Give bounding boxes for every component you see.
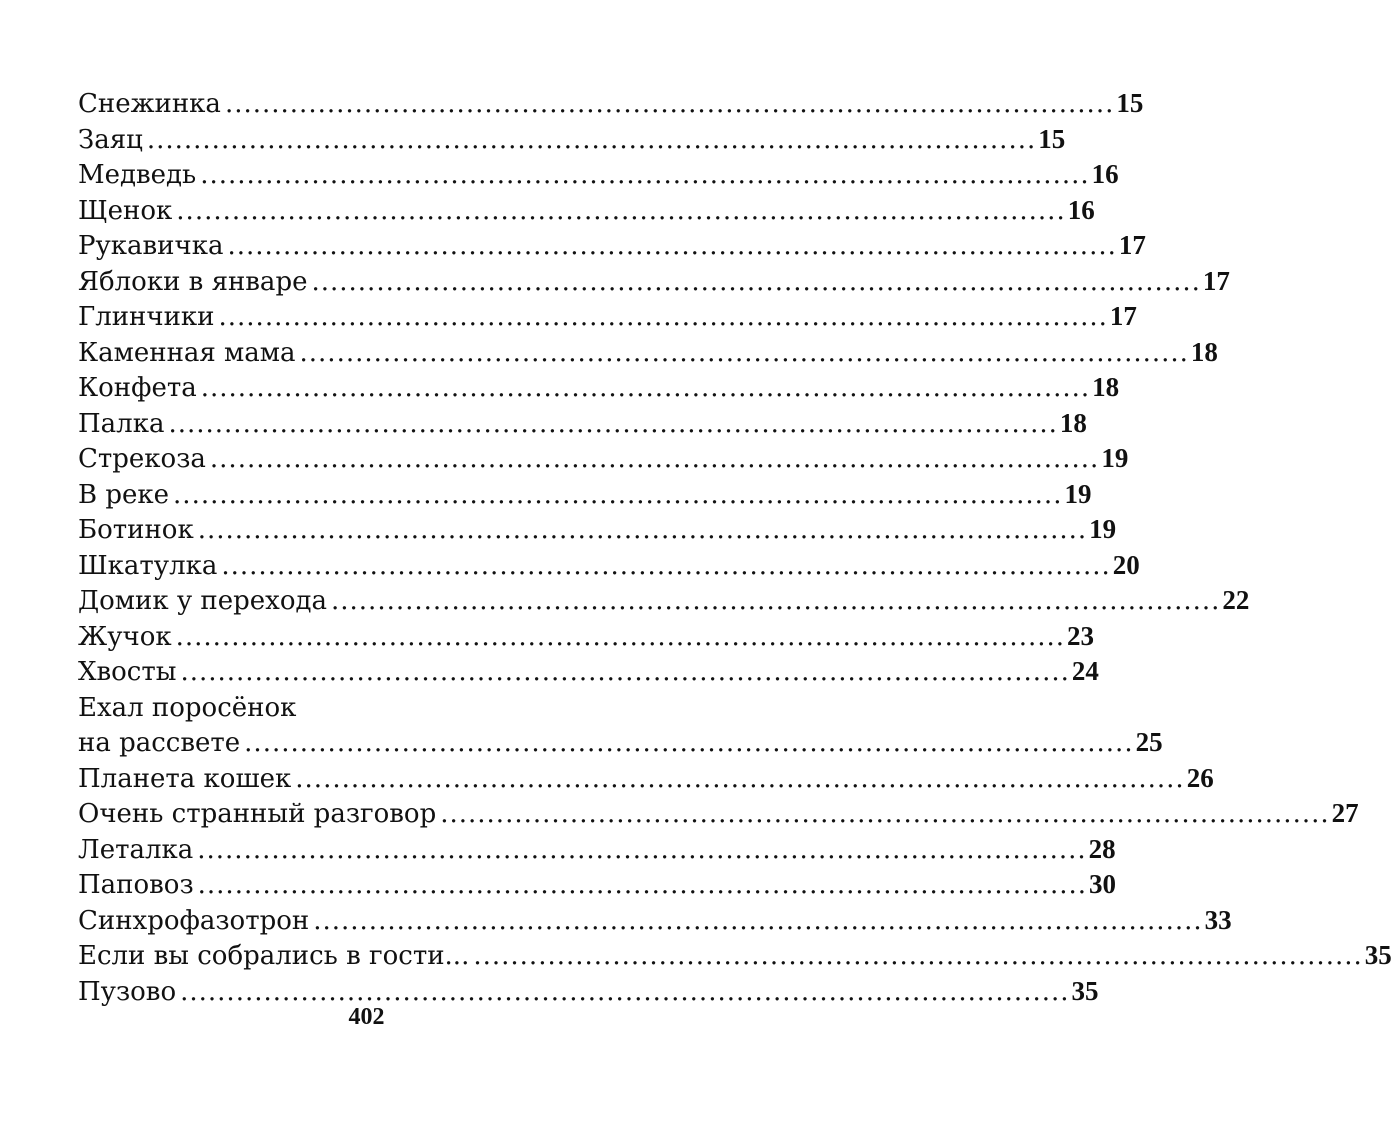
toc-entry-title: Если вы собрались в гости... <box>78 941 470 971</box>
toc-entry-page: 30 <box>1089 869 1117 899</box>
toc-entry <box>78 122 1066 158</box>
toc-entry-page: 19 <box>1089 514 1117 544</box>
toc-entry <box>78 832 1116 868</box>
toc-entry-page: 16 <box>1067 194 1095 225</box>
toc-entry-title: Домик у перехода <box>78 586 327 616</box>
dot-leader: ................................................................................................ <box>331 586 1221 616</box>
toc-entry-page: 15 <box>1038 123 1066 154</box>
toc-entry-page: 26 <box>1186 762 1214 793</box>
toc-entry-title: Стрекоза <box>78 444 206 474</box>
toc-entry-page: 19 <box>1101 443 1129 473</box>
toc-entry-title: Ехал поросёнок <box>78 692 297 723</box>
toc-entry-page: 25 <box>1135 727 1163 757</box>
toc-entry-title: Хвосты <box>78 657 177 687</box>
dot-leader: ................................................................................................ <box>227 231 1117 261</box>
toc-entry <box>78 406 1087 442</box>
toc-entry-page: 20 <box>1112 549 1140 580</box>
toc-entry <box>78 761 1214 797</box>
toc-entry-title: Пузово <box>78 976 177 1007</box>
toc-entry <box>78 264 1230 300</box>
toc-entry <box>78 370 1120 406</box>
toc-entry <box>78 654 1099 690</box>
toc-entry <box>78 477 1092 513</box>
toc-entry-page: 15 <box>1116 88 1144 118</box>
dot-leader: ................................................................................................ <box>299 337 1189 368</box>
dot-leader: ................................................................................................ <box>313 905 1203 936</box>
toc-entry <box>78 938 1392 974</box>
toc-entry <box>78 867 1117 903</box>
dot-leader: ................................................................................................ <box>180 657 1070 687</box>
dot-leader: ................................................................................................ <box>175 621 1066 652</box>
dot-leader: ................................................................................................ <box>197 834 1087 865</box>
dot-leader: ................................................................................................ <box>221 550 1111 581</box>
toc-entry-title: Каменная мама <box>78 337 296 368</box>
toc-entry-page: 23 <box>1067 620 1095 651</box>
toc-entry-title: на рассвете <box>78 728 241 758</box>
toc-entry-page: 16 <box>1091 159 1119 189</box>
dot-leader: ................................................................................................ <box>197 515 1088 545</box>
toc-entry-page: 24 <box>1071 656 1099 686</box>
toc-entry-first-line <box>78 690 656 726</box>
toc-entry-page: 17 <box>1109 301 1137 331</box>
dot-leader: ................................................................................................ <box>218 302 1108 332</box>
toc-entry <box>78 299 1137 335</box>
toc-entry-page: 17 <box>1202 265 1230 296</box>
dot-leader: ................................................................................................ <box>224 89 1115 119</box>
toc-entry-page: 33 <box>1204 904 1232 935</box>
table-of-contents <box>78 86 1392 1009</box>
toc-entry-title: Яблоки в январе <box>78 266 308 297</box>
toc-entry <box>78 903 1232 939</box>
dot-leader: ................................................................................................ <box>146 124 1037 155</box>
toc-entry-title: Медведь <box>78 160 197 190</box>
toc-entry-page: 18 <box>1190 336 1218 367</box>
toc-entry-title: Глинчики <box>78 302 215 332</box>
dot-leader: ................................................................................................ <box>244 728 1134 758</box>
toc-entry <box>78 441 1129 477</box>
toc-entry-title: Палка <box>78 408 165 439</box>
toc-entry <box>78 725 1163 761</box>
toc-entry <box>78 583 1250 619</box>
toc-entry-page: 19 <box>1064 478 1092 509</box>
toc-entry-page: 18 <box>1092 372 1120 402</box>
toc-entry-page: 22 <box>1222 585 1250 615</box>
toc-entry <box>78 228 1146 264</box>
dot-leader: ................................................................................................ <box>197 870 1088 900</box>
toc-entry-page: 17 <box>1118 230 1146 260</box>
toc-entry-title: Снежинка <box>78 89 221 119</box>
dot-leader: ................................................................................................ <box>473 941 1363 971</box>
toc-entry-page: 28 <box>1088 833 1116 864</box>
toc-entry-title: Леталка <box>78 834 194 865</box>
toc-entry-title: Ботинок <box>78 515 194 545</box>
dot-leader: ................................................................................................ <box>173 479 1063 510</box>
toc-entry-title: Конфета <box>78 373 197 403</box>
toc-entry <box>78 512 1117 548</box>
toc-entry-page: 27 <box>1331 798 1359 828</box>
toc-entry-title: Рукавичка <box>78 231 224 261</box>
dot-leader: ................................................................................................ <box>200 373 1091 403</box>
toc-entry <box>78 193 1095 229</box>
toc-entry-title: Паповоз <box>78 870 194 900</box>
dot-leader: ................................................................................................ <box>295 763 1185 794</box>
toc-entry-page: 18 <box>1059 407 1087 438</box>
toc-entry <box>78 796 1359 832</box>
toc-entry-page: 35 <box>1071 975 1099 1006</box>
toc-entry <box>78 619 1095 655</box>
toc-entry <box>78 86 1144 122</box>
page-number: 402 <box>348 1004 385 1030</box>
dot-leader: ................................................................................................ <box>209 444 1100 474</box>
dot-leader: ................................................................................................ <box>440 799 1330 829</box>
toc-entry <box>78 548 1140 584</box>
toc-entry-title: Жучок <box>78 621 172 652</box>
toc-entry-title: Щенок <box>78 195 173 226</box>
dot-leader: ................................................................................................ <box>180 976 1070 1007</box>
toc-entry-title: Заяц <box>78 124 143 155</box>
dot-leader: ................................................................................................ <box>311 266 1201 297</box>
toc-entry-page: 35 <box>1364 940 1392 970</box>
toc-entry <box>78 335 1218 371</box>
toc-entry-title: Очень странный разговор <box>78 799 437 829</box>
toc-entry-title: Синхрофазотрон <box>78 905 310 936</box>
dot-leader: ................................................................................................ <box>168 408 1058 439</box>
toc-entry-title: Планета кошек <box>78 763 292 794</box>
dot-leader: ................................................................................................ <box>176 195 1066 226</box>
toc-entry-title: В реке <box>78 479 170 510</box>
toc-entry <box>78 157 1119 193</box>
dot-leader: ................................................................................................ <box>200 160 1090 190</box>
toc-entry-page <box>300 692 302 722</box>
toc-entry-title: Шкатулка <box>78 550 218 581</box>
